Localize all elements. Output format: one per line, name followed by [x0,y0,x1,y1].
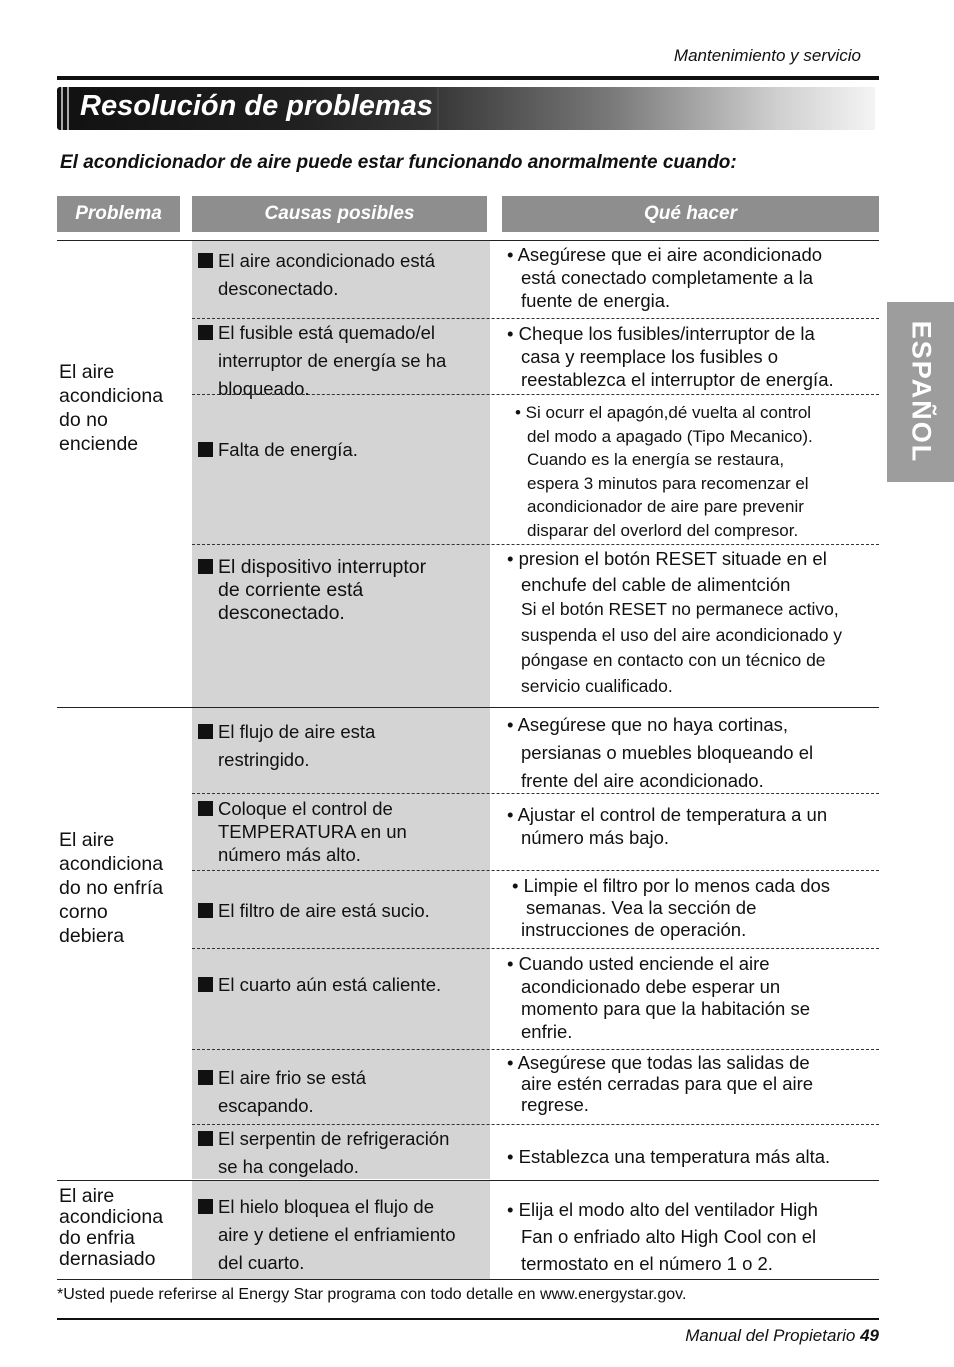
problem-line: acondiciona [59,385,164,407]
problem-line: enciende [59,433,139,455]
cause-line: desconectado. [218,602,345,624]
fix-line: servicio cualificado. [521,675,673,696]
fix-line: • presion el botón RESET situade en el [507,548,827,569]
square-bullet-icon [198,903,213,918]
fix-line: momento para que la habitación se [521,998,810,1019]
cause-line: desconectado. [218,278,339,299]
problem-line: do no [59,409,108,431]
cause-line: de corriente está [218,579,364,601]
title-bar-stripe [67,87,69,130]
cause-line: escapando. [218,1095,314,1116]
footnote: *Usted puede referirse al Energy Star programa con todo detalle en www.energystar.gov. [57,1286,687,1303]
problem-line: do no enfría [59,877,164,899]
row-divider [192,870,879,871]
square-bullet-icon [198,559,213,574]
fix-line: póngase en contacto con un técnico de [521,650,826,670]
cause-cell [198,319,446,403]
cause-cell [198,247,435,303]
cause-line: Coloque el control de [218,798,393,819]
fix-cell [507,803,827,849]
row-divider [192,948,879,949]
cause-line: El filtro de aire está sucio. [218,900,430,921]
fix-cell [507,1052,813,1115]
language-tab [887,302,954,482]
table-rule [57,1279,879,1280]
fix-line: acondicionador de aire pare prevenir [527,497,804,516]
fix-line: Cuando es la energía se restaura, [527,450,785,469]
cause-cell [198,1064,366,1120]
fix-line: • Establezca una temperatura más alta. [507,1146,831,1167]
cause-cell [198,1125,449,1181]
fix-line: • Limpie el filtro por lo menos cada dos [512,875,831,896]
fix-line: instrucciones de operación. [521,919,747,940]
square-bullet-icon [198,325,213,340]
cause-line: TEMPERATURA en un [218,821,407,842]
cause-line: del cuarto. [218,1252,305,1273]
fix-line: aire estén cerradas para que el aire [521,1073,814,1094]
cause-line: El serpentin de refrigeración [218,1128,450,1149]
problem-line: debiera [59,925,125,947]
column-header-fix: Qué hacer [502,196,879,232]
square-bullet-icon [198,442,213,457]
cause-line: número más alto. [218,844,361,865]
page-subtitle: El acondicionador de aire puede estar funcionando anormalmente cuando: [60,152,737,173]
fix-line: Fan o enfriado alto High Cool con el [521,1226,817,1247]
square-bullet-icon [198,253,213,268]
cause-line: bloqueado. [218,378,310,399]
cause-cell [198,897,430,925]
cause-line: aire y detiene el enfriamiento [218,1224,456,1245]
fix-line: enchufe del cable de alimentción [521,573,791,595]
cause-line: El cuarto aún está caliente. [218,974,442,995]
fix-line: • Asegúrese que no haya cortinas, [507,714,789,735]
fix-cell [507,711,813,795]
problem-line: El aire [59,829,115,851]
square-bullet-icon [198,1199,213,1214]
square-bullet-icon [198,724,213,739]
fix-line: • Cuando usted enciende el aire [507,953,770,974]
footer-rule [57,1318,879,1320]
section-header: Mantenimiento y servicio [673,46,861,65]
fix-cell [507,546,842,699]
table-rule [57,1180,879,1181]
title-bar-stripe [437,87,439,130]
fix-line: • Asegúrese que todas las salidas de [507,1052,810,1073]
problem-line: dernasiado [59,1248,156,1270]
column-header-problem: Problema [57,196,180,232]
fix-line: suspenda el uso del aire acondicionado y [521,624,843,645]
cause-cell [198,718,375,774]
cause-line: restringido. [218,749,310,770]
fix-cell [507,1196,818,1277]
column-header-causes: Causas posibles [192,196,487,232]
cause-cell [198,556,426,625]
cause-line: El fusible está quemado/el [218,322,435,343]
fix-line: está conectado completamente a la [521,267,814,288]
fix-line: regrese. [521,1094,589,1115]
fix-line: número más bajo. [521,827,670,848]
fix-line: • Ajustar el control de temperatura a un [507,804,828,825]
row-divider [192,1049,879,1050]
problem-line: corno [59,901,108,923]
table-rule [57,707,879,708]
fix-line: reestablezca el interruptor de energía. [521,369,834,390]
header-rule [57,76,879,80]
fix-cell [515,401,813,542]
fix-cell [512,875,830,941]
problem-line: El aire [59,361,115,383]
fix-line: casa y reemplace los fusibles o [521,346,779,367]
language-tab-label: ESPAÑOL [906,320,936,464]
cause-line: interruptor de energía se ha [218,350,447,371]
problem-cell [59,360,163,456]
table-rule [57,240,879,241]
cause-line: El aire acondicionado está [218,250,436,271]
problem-line: acondiciona [59,1206,164,1228]
fix-line: termostato en el número 1 o 2. [521,1253,773,1274]
cause-line: El hielo bloquea el flujo de [218,1196,434,1217]
cause-line: El aire frio se está [218,1067,367,1088]
cause-line: se ha congelado. [218,1156,359,1177]
fix-line: semanas. Vea la sección de [526,897,757,918]
fix-cell [507,953,810,1043]
fix-line: del modo a apagado (Tipo Mecanico). [527,426,813,446]
square-bullet-icon [198,801,213,816]
problem-line: acondiciona [59,853,164,875]
problem-cell [59,1186,163,1270]
fix-cell [507,243,822,312]
cause-line: Falta de energía. [218,439,358,460]
fix-line: enfrie. [521,1020,573,1042]
problem-cell [59,828,163,948]
square-bullet-icon [198,977,213,992]
footer-label: Manual del Propietario [685,1326,856,1345]
fix-cell [507,322,834,391]
page-title: Resolución de problemas [80,90,433,122]
fix-line: espera 3 minutos para recomenzar el [527,473,809,493]
fix-line: acondicionado debe esperar un [521,975,781,997]
fix-line: persianas o muebles bloqueando el [521,742,814,763]
fix-line: • Asegúrese que ei aire acondicionado [507,244,823,265]
problem-line: do enfria [59,1227,135,1249]
square-bullet-icon [198,1070,213,1085]
fix-line: fuente de energia. [521,290,671,311]
fix-line: frente del aire acondicionado. [521,770,764,791]
problem-line: El aire [59,1185,115,1207]
cause-cell [198,797,407,866]
title-bar-stripe [61,87,63,130]
cause-line: El flujo de aire esta [218,721,376,742]
fix-cell [507,1145,830,1168]
fix-line: • Cheque los fusibles/interruptor de la [507,323,815,344]
row-divider [192,544,879,545]
cause-cell [198,971,441,999]
fix-line: • Elija el modo alto del ventilador High [507,1199,818,1220]
fix-line: Si el botón RESET no permanece activo, [521,599,839,619]
fix-line: • Si ocurr el apagón,dé vuelta al control [515,403,812,422]
cause-cell [198,436,358,464]
cause-line: El dispositivo interruptor [218,556,427,578]
square-bullet-icon [198,1131,213,1146]
cause-cell [198,1193,456,1277]
causes-shade [192,240,490,707]
page-number: 49 [860,1326,879,1345]
page-footer [685,1326,879,1346]
fix-line: disparar del overlord del compresor. [527,520,799,540]
